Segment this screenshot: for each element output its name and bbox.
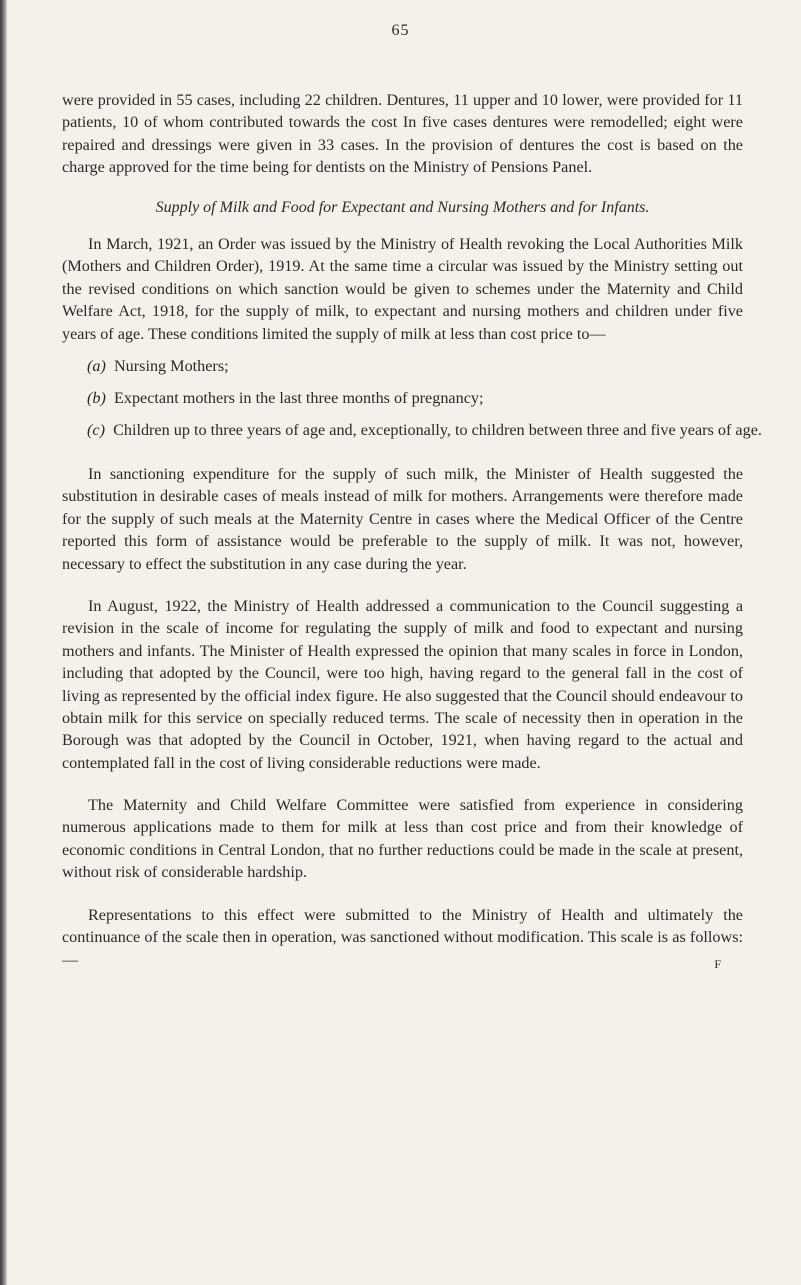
list-item-text: Children up to three years of age and, exceptionally, to children between three and five years of age. bbox=[113, 421, 762, 439]
page-binding-edge bbox=[0, 0, 7, 1285]
list-marker: (a) bbox=[87, 357, 106, 375]
paragraph-milk-order: In March, 1921, an Order was issued by the Ministry of Health revoking the Local Authorities Milk (Mothers and Children Order), 1919. At the same time a circular was issued by the Ministry setting out the revised conditions on which sanction would be given to schemes under the Maternity and Child Welfare Act, 1918, for the supply of milk, to expectant and nursing mothers and children under five years of age. These conditions limited the supply of milk at less than cost price to— bbox=[62, 235, 743, 343]
paragraph-committee: The Maternity and Child Welfare Committee were satisfied from experience in considering numerous applications made to them for milk at less than cost price and from their knowledge of economic conditions in Central London, that no further reductions could be made in the scale at present, without risk of considerable hardship. bbox=[62, 796, 743, 882]
paragraph-dentures: were provided in 55 cases, including 22 children. Dentures, 11 upper and 10 lower, were provided for 11 patients, 10 of whom contributed towards the cost In five cases dentures were remodelled; eight were repaired and dressings were given in 33 cases. In the provision of dentures the cost is based on the charge approved for the time being for dentists on the Ministry of Pensions Panel. bbox=[62, 91, 743, 177]
paragraph-scale-revision: In August, 1922, the Ministry of Health addressed a communication to the Council suggesting a revision in the scale of income for regulating the supply of milk and food to expectant and nursing mothers and infants. The Minister of Health expressed the opinion that many scales in force in London, including that adopted by the Council, were too high, having regard to the general fall in the cost of living as represented by the official index figure. He also suggested that the Council should endeavour to obtain milk for this service on specially reduced terms. The scale of necessity then in operation in the Borough was that adopted by the Council in October, 1921, when having regard to the actual and contemplated fall in the cost of living considerable reductions were made. bbox=[62, 597, 743, 772]
section-heading: Supply of Milk and Food for Expectant and Nursing Mothers and for Infants. bbox=[155, 199, 650, 216]
signature-mark: F bbox=[714, 957, 721, 971]
list-item-text: Nursing Mothers; bbox=[113, 357, 229, 375]
list-item-text: Expectant mothers in the last three months of pregnancy; bbox=[113, 389, 484, 407]
page-number: 65 bbox=[391, 22, 410, 39]
list-marker: (c) bbox=[87, 421, 105, 439]
list-marker: (b) bbox=[87, 389, 106, 407]
paragraph-meals-substitution: In sanctioning expenditure for the supply of such milk, the Minister of Health suggested the substitution in desirable cases of meals instead of milk for mothers. Arrangements were therefore made for the supply of such meals at the Maternity Centre in cases where the Medical Officer of the Centre reported this form of assistance would be preferable to the supply of milk. It was not, however, necessary to effect the substitution in any case during the year. bbox=[62, 465, 743, 573]
paragraph-representations: Representations to this effect were submitted to the Ministry of Health and ultimately the continuance of the scale then in operation, was sanctioned without modification. This scale is as follows:— bbox=[62, 906, 743, 969]
